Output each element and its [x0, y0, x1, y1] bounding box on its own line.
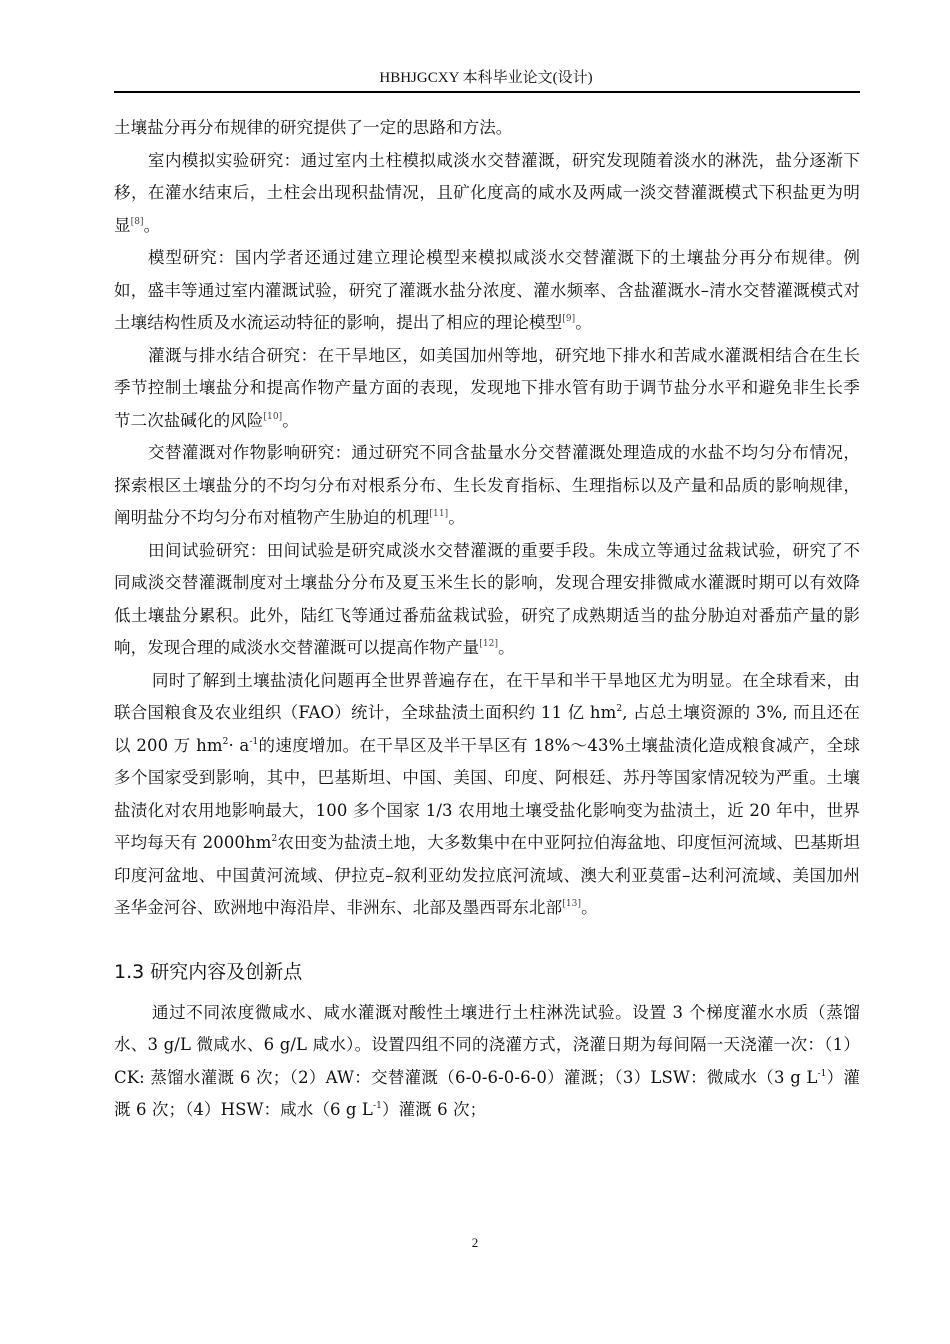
superscript: -1 — [373, 1101, 382, 1111]
paragraph-tail: 。 — [581, 898, 598, 917]
superscript: -1 — [817, 1068, 827, 1079]
citation-9: [9] — [562, 314, 576, 324]
paragraph-salinization-global — [114, 665, 860, 925]
citation-8: [8] — [130, 216, 144, 227]
paragraph-text: 灌溉与排水结合研究：在干旱地区，如美国加州等地，研究地下排水和苦咸水灌溉相结合在生长季节控制土壤盐分和提高作物产量方面的表现，发现地下排水管有助于调节盐分水平和避免非生长季节二次盐碱化的风险 — [114, 345, 860, 430]
paragraph-crop-effects — [114, 437, 860, 535]
paragraph-text: 的速度增加。在干旱区及半干旱区有 18%～43%土壤盐渍化造成粮食减产，全球多个国家受到影响，其中，巴基斯坦、中国、美国、印度、阿根廷、苏丹等国家情况较为严重。土壤盐渍化对农用地影响最大，100 多个国家 1/3 农用地土壤受盐化影响变为盐渍土，近 20 年中，世界平均每天有 2000hm — [114, 735, 860, 852]
paragraph-tail: 。 — [575, 313, 592, 332]
paragraph-text: ）灌溉 6 次；（4）HSW：咸水（6 g L — [114, 1067, 861, 1119]
paragraph-text: ）灌溉 6 次； — [381, 1100, 487, 1119]
page-header: HBHJGCXY 本科毕业论文(设计) — [379, 70, 593, 86]
citation-12: [12] — [479, 639, 499, 649]
paragraph-research-content — [114, 997, 860, 1127]
paragraph-irrigation-drainage — [114, 340, 860, 438]
paragraph-text: , 占总土壤资源的 3%, 而且还在以 200 万 hm — [114, 703, 860, 755]
paragraph-text: 同时了解到土壤盐渍化问题再全世界普遍存在，在干旱和半干旱地区尤为明显。在全球看来，由联合国粮食及农业组织（FAO）统计，全球盐渍土面积约 11 亿 hm — [114, 670, 860, 722]
superscript: 2 — [271, 834, 278, 844]
paragraph-field-trials — [114, 535, 860, 665]
body-content — [114, 112, 860, 1127]
paragraph-text: 农田变为盐渍土地，大多数集中在中亚阿拉伯海盆地、印度恒河流域、巴基斯坦印度河盆地、中国黄河流域、伊拉克–叙利亚幼发拉底河流域、澳大利亚莫雷–达利河流域、美国加州圣华金河谷、欧洲地中海沿岸、非洲东、北部及墨西哥东北部 — [114, 833, 860, 917]
citation-10: [10] — [263, 411, 283, 422]
paragraph-text: 通过不同浓度微咸水、咸水灌溉对酸性土壤进行土柱淋洗试验。设置 3 个梯度灌水水质（蒸馏水、3 g/L 微咸水、6 g/L 咸水）。设置四组不同的浇灌方式，浇灌日期为每间隔一天浇灌一次：（1）CK: 蒸馏水灌溉 6 次；（2）AW：交替灌溉（6-0-6-0-6-0）灌溉；（3）LSW：微咸水（3 g L — [114, 1002, 860, 1087]
paragraph-continuation — [114, 112, 860, 145]
superscript: -1 — [249, 736, 259, 747]
paragraph-tail: 。 — [143, 215, 161, 235]
superscript: 2 — [222, 736, 229, 747]
paragraph-text: 交替灌溉对作物影响研究：通过研究不同含盐量水分交替灌溉处理造成的水盐不均匀分布情况，探索根区土壤盐分的不均匀分布对根系分布、生长发育指标、生理指标以及产量和品质的影响规律，阐明盐分不均匀分布对植物产生胁迫的机理 — [114, 443, 860, 527]
paragraph-model-research — [114, 242, 860, 340]
citation-11: [11] — [429, 509, 449, 519]
section-heading: 1.3 研究内容及创新点 — [114, 960, 303, 983]
paragraph-text: 室内模拟实验研究：通过室内土柱模拟咸淡水交替灌溉，研究发现随着淡水的淋洗，盐分逐渐下移，在灌水结束后，土柱会出现积盐情况，且矿化度高的咸水及两咸一淡交替灌溉模式下积盐更为明显 — [114, 150, 860, 235]
superscript: 2 — [616, 704, 623, 714]
header-rule — [114, 91, 860, 93]
paragraph-lab-simulation — [114, 145, 860, 243]
paragraph-tail: 。 — [282, 410, 299, 430]
paragraph-tail: 。 — [498, 638, 515, 657]
paragraph-text: 田间试验研究：田间试验是研究咸淡水交替灌溉的重要手段。朱成立等通过盆栽试验，研究了不同咸淡交替灌溉制度对土壤盐分分布及夏玉米生长的影响，发现合理安排微咸水灌溉时期可以有效降低土壤盐分累积。此外，陆红飞等通过番茄盆栽试验，研究了成熟期适当的盐分胁迫对番茄产量的影响，发现合理的咸淡水交替灌溉可以提高作物产量 — [114, 540, 860, 657]
paragraph-text: 模型研究：国内学者还通过建立理论模型来模拟咸淡水交替灌溉下的土壤盐分再分布规律。例如，盛丰等通过室内灌溉试验，研究了灌溉水盐分浓度、灌水频率、含盐灌溉水–清水交替灌溉模式对土壤结构性质及水流运动特征的影响，提出了相应的理论模型 — [114, 248, 860, 332]
citation-13: [13] — [562, 899, 582, 909]
paragraph-tail: 。 — [448, 508, 465, 527]
paragraph-text: 土壤盐分再分布规律的研究提供了一定的思路和方法。 — [114, 118, 513, 137]
paragraph-text: · a — [228, 735, 250, 755]
page-number: 2 — [471, 1235, 479, 1250]
